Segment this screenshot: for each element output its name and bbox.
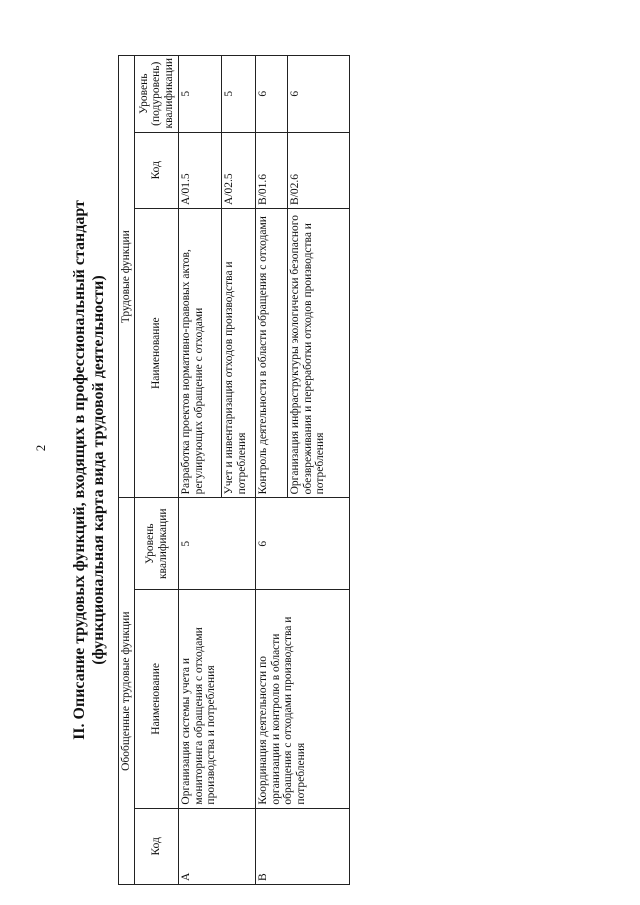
page-number: 2 [33,444,48,452]
function-code: B/02.6 [288,132,350,208]
table-row [179,56,222,885]
titles [70,55,108,885]
function-level: 5 [222,56,256,133]
header-labor-functions: Трудовые функции [119,56,135,498]
function-code: B/01.6 [256,132,288,208]
function-code: A/01.5 [179,132,222,208]
table-row [256,56,288,885]
group-code: A [179,808,256,884]
header-generalized-functions: Обобщенные трудовые функции [119,498,135,885]
group-level: 5 [179,498,256,590]
header-name: Наименование [135,590,179,808]
group-code: B [256,808,350,884]
function-name: Учет и инвентаризация отходов производства и потребления [222,208,256,497]
group-name: Организация системы учета и мониторинга обращения с отходами производства и потребления [179,590,256,808]
function-level: 5 [179,56,222,133]
page-title: II. Описание трудовых функций, входящих в профессиональный стандарт [71,200,88,740]
function-code: A/02.5 [222,132,256,208]
function-name: Контроль деятельности в области обращения с отходами [256,208,288,497]
function-level: 6 [288,56,350,133]
group-level: 6 [256,498,350,590]
header-tf-name: Наименование [135,208,179,497]
functional-map-table [118,55,350,885]
page-subtitle: (функциональная карта вида трудовой деятельности) [90,275,107,665]
rotated-page-content [70,55,350,885]
header-tf-level: Уровень (подуровень) квалификации [135,56,179,133]
header-level: Уровень квалификации [135,498,179,590]
header-tf-code: Код [135,132,179,208]
function-level: 6 [256,56,288,133]
header-code: Код [135,808,179,884]
group-name: Координация деятельности по организации и контролю в области обращения с отходами производства и потребления [256,590,350,808]
function-name: Разработка проектов нормативно-правовых актов, регулирующих обращение с отходами [179,208,222,497]
function-name: Организация инфраструктуры экологически безопасного обезвреживания и переработки отходов производства и потребления [288,208,350,497]
